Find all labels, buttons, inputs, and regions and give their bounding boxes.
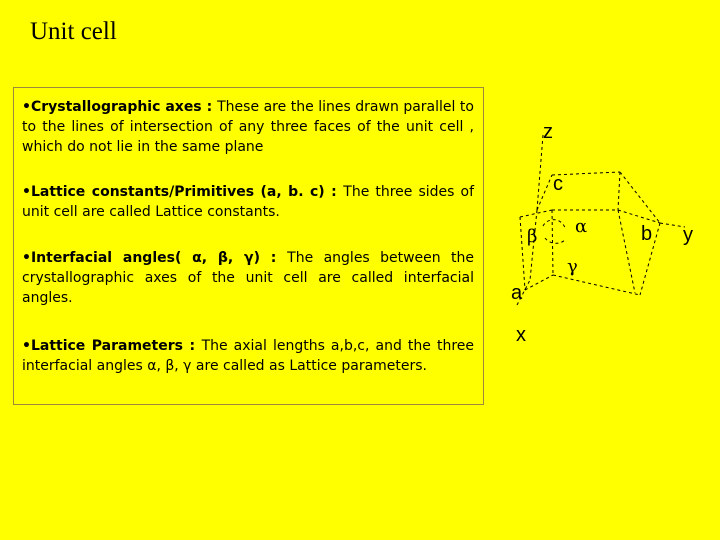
definition-heading: •Lattice Parameters : [22, 338, 202, 354]
edge-label-c: c [553, 173, 563, 195]
unit-cell-diagram [495, 110, 710, 350]
axis-label-y: y [683, 224, 693, 246]
axis-label-x: x [516, 324, 526, 346]
cell-edge [553, 275, 640, 295]
definitions-box [13, 87, 484, 405]
definition-lattice-constants [22, 182, 474, 222]
gamma-arc [545, 238, 565, 243]
cell-edge [618, 172, 620, 210]
slide-title: Unit cell [30, 18, 117, 45]
cell-edge-c [537, 175, 552, 210]
definition-heading: •Crystallographic axes : [22, 99, 218, 115]
angle-label-alpha: α [575, 216, 588, 237]
alpha-arc [543, 220, 565, 228]
cell-edge [618, 210, 660, 223]
definition-text: These are the lines drawn parallel to to the lines of intersection of any three faces of the unit cell , which do not lie in the same plane [22, 99, 474, 155]
edge-label-b: b [641, 223, 653, 245]
axis-label-z: z [543, 121, 553, 143]
cell-edge [620, 172, 660, 223]
definition-lattice-parameters [22, 336, 474, 376]
definition-interfacial-angles [22, 248, 474, 308]
y-axis-line [660, 223, 685, 227]
angle-label-beta: β [527, 226, 538, 247]
definition-crystallographic-axes [22, 97, 474, 157]
definition-text: The angles between the crystallographic axes of the unit cell are called interfacial angles. [22, 250, 474, 306]
definition-text: The axial lengths a,b,c, and the three interfacial angles α, β, γ are called as Lattice parameters. [22, 338, 474, 374]
angle-label-gamma: γ [567, 256, 578, 277]
cell-edge [520, 217, 525, 290]
cell-edge [618, 210, 635, 293]
edge-label-a: a [511, 282, 523, 304]
definition-text: The three sides of unit cell are called Lattice constants. [22, 184, 474, 220]
definition-heading: •Interfacial angles( α, β, γ) : [22, 250, 288, 266]
definition-heading: •Lattice constants/Primitives (a, b. c) : [22, 184, 344, 200]
